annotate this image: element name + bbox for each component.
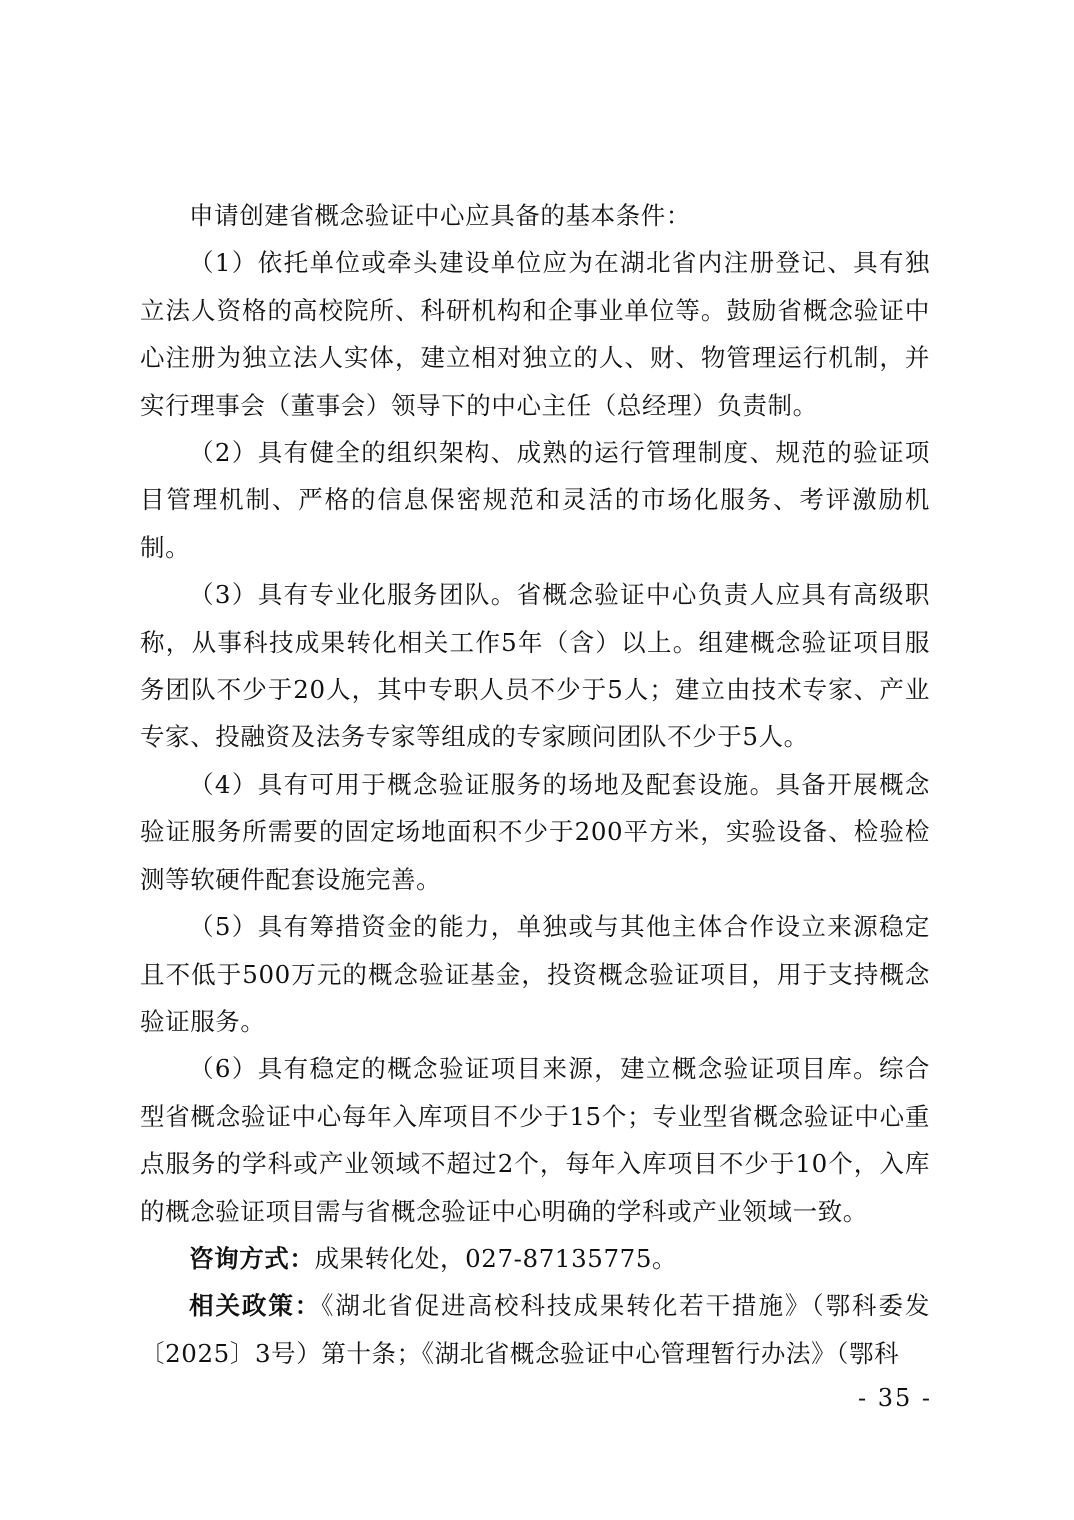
- policy-paragraph: [140, 1282, 930, 1377]
- condition-paragraph-2: （2）具有健全的组织架构、成熟的运行管理制度、规范的验证项目管理机制、严格的信息保密规范和灵活的市场化服务、考评激励机制。: [140, 438, 930, 562]
- policy-label: 相关政策：: [189, 1291, 322, 1321]
- intro-paragraph: 申请创建省概念验证中心应具备的基本条件：: [189, 201, 691, 230]
- page-number: - 35 -: [858, 1384, 933, 1412]
- condition-paragraph-6: （6）具有稳定的概念验证项目来源，建立概念验证项目库。综合型省概念验证中心每年入库项目不少于15个；专业型省概念验证中心重点服务的学科或产业领域不超过2个，每年入库项目不少于10个，入库的概念验证项目需与省概念验证中心明确的学科或产业领域一致。: [140, 1054, 930, 1226]
- contact-text: 成果转化处，027-87135775。: [314, 1243, 678, 1273]
- contact-label: 咨询方式：: [189, 1243, 315, 1273]
- condition-paragraph-4: （4）具有可用于概念验证服务的场地及配套设施。具备开展概念验证服务所需要的固定场地面积不少于200平方米，实验设备、检验检测等软硬件配套设施完善。: [140, 769, 930, 894]
- condition-paragraph-5: （5）具有筹措资金的能力，单独或与其他主体合作设立来源稳定且不低于500万元的概念验证基金，投资概念验证项目，用于支持概念验证服务。: [140, 912, 930, 1036]
- condition-paragraph-3: （3）具有专业化服务团队。省概念验证中心负责人应具有高级职称，从事科技成果转化相关工作5年（含）以上。组建概念验证项目服务团队不少于20人，其中专职人员不少于5人；建立由技术专家、产业专家、投融资及法务专家等组成的专家顾问团队不少于5人。: [140, 580, 930, 752]
- document-body: [140, 192, 930, 1377]
- condition-paragraph-1: （1）依托单位或牵头建设单位应为在湖北省内注册登记、具有独立法人资格的高校院所、科研机构和企事业单位等。鼓励省概念验证中心注册为独立法人实体，建立相对独立的人、财、物管理运行机制，并实行理事会（董事会）领导下的中心主任（总经理）负责制。: [140, 248, 930, 420]
- contact-paragraph: [140, 1235, 930, 1282]
- policy-text: 《湖北省促进高校科技成果转化若干措施》（鄂科委发〔2025〕3号）第十条；《湖北省概念验证中心管理暂行办法》（鄂科: [140, 1291, 930, 1368]
